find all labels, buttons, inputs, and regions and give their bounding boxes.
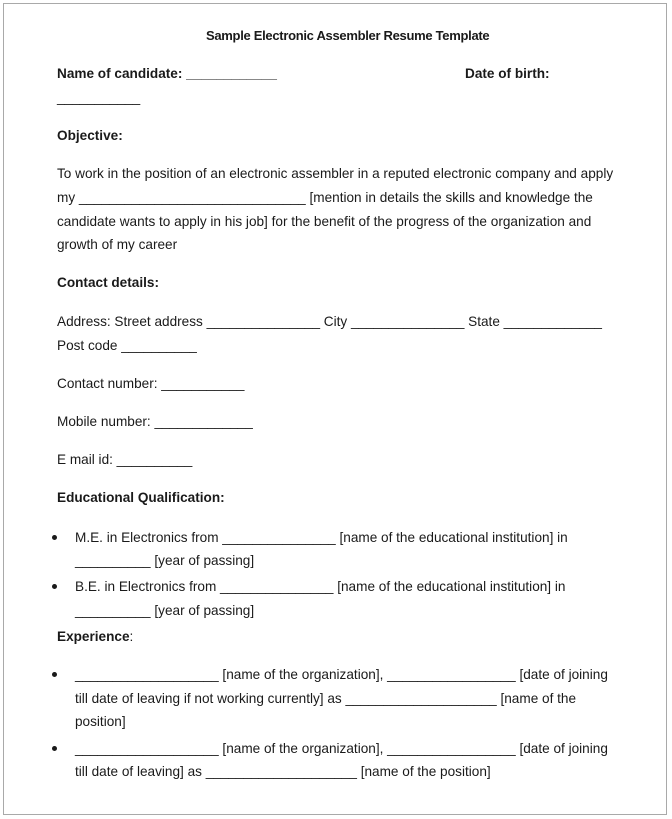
objective-line: To work in the position of an electronic assembler in a reputed electronic company and apply (57, 166, 614, 181)
postcode-line: Post code __________ (57, 338, 197, 353)
experience-heading-text: Experience (57, 629, 130, 644)
objective-line: candidate wants to apply in his job] for the benefit of the progress of the organization and (57, 214, 592, 229)
education-heading: Educational Qualification: (57, 490, 225, 505)
contact-details-heading: Contact details: (57, 275, 159, 290)
objective-line: my ______________________________ [mention in details the skills and knowledge the (57, 190, 593, 205)
objective-line: growth of my career (57, 237, 178, 252)
date-of-birth-blank: ___________ (57, 90, 141, 105)
education-item-line: M.E. in Electronics from _______________ [name of the educational institution] in (75, 530, 568, 545)
experience-item-line: till date of leaving if not working currently] as ____________________ [name of the (75, 691, 577, 706)
email-line: E mail id: __________ (57, 452, 193, 467)
experience-heading-colon: : (129, 629, 134, 644)
experience-item-line: position] (75, 714, 126, 729)
experience-item-line: ___________________ [name of the organization], _________________ [date of joining (75, 667, 608, 682)
name-of-candidate-field: Name of candidate: ____________ (57, 66, 277, 81)
experience-heading (57, 629, 133, 645)
mobile-number-line: Mobile number: _____________ (57, 414, 253, 429)
date-of-birth-label: Date of birth: (465, 66, 550, 81)
experience-item-line: till date of leaving] as ____________________ [name of the position] (75, 764, 491, 779)
bullet-icon (52, 535, 57, 540)
education-item-line: __________ [year of passing] (75, 553, 255, 568)
education-item-line: B.E. in Electronics from _______________ [name of the educational institution] in (75, 579, 566, 594)
contact-number-line: Contact number: ___________ (57, 376, 245, 391)
document-title: Sample Electronic Assembler Resume Template (206, 28, 490, 43)
experience-item-line: ___________________ [name of the organization], _________________ [date of joining (75, 741, 608, 756)
resume-page (3, 3, 667, 815)
education-item-line: __________ [year of passing] (75, 603, 255, 618)
objective-heading: Objective: (57, 128, 123, 143)
bullet-icon (52, 746, 57, 751)
bullet-icon (52, 584, 57, 589)
bullet-icon (52, 672, 57, 677)
address-line: Address: Street address _______________ City _______________ State _____________ (57, 314, 602, 329)
